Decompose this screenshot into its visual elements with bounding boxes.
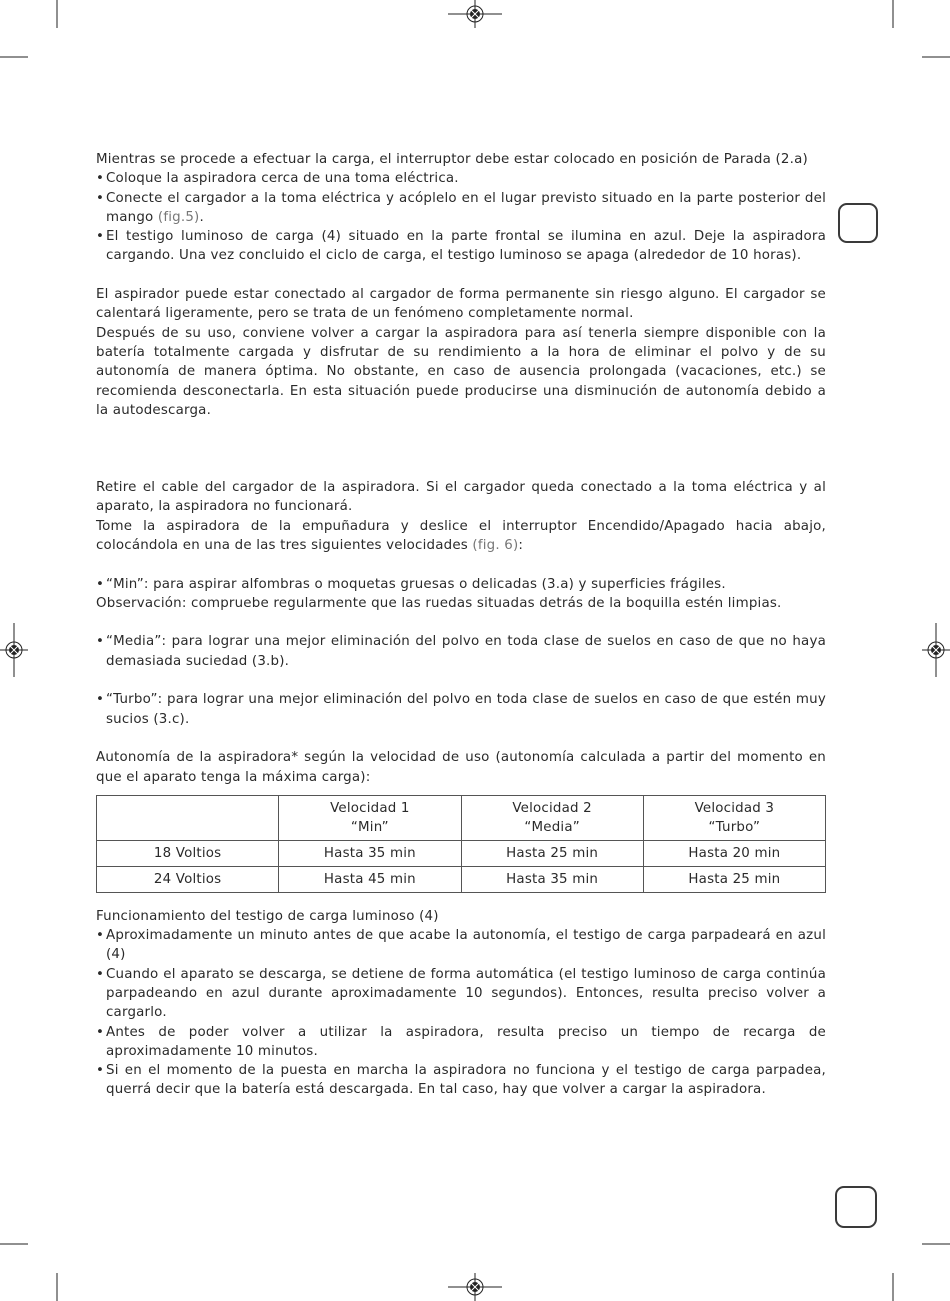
table-row-label: 18 Voltios — [97, 840, 279, 866]
table-cell: Hasta 25 min — [461, 840, 643, 866]
table-row-label: 24 Voltios — [97, 866, 279, 892]
bullet-charge-indicator: • El testigo luminoso de carga (4) situado en la parte frontal se ilumina en azul. Deje la aspiradora cargando. Una vez concluido el ciclo de carga, el testigo luminoso se apaga (alrededor de 10 horas). — [96, 227, 826, 266]
page-number-box — [835, 1186, 877, 1228]
table-row — [97, 866, 826, 892]
table-cell: Hasta 35 min — [461, 866, 643, 892]
bullet-connect-charger — [96, 189, 826, 228]
figure-reference: (fig.5) — [157, 209, 200, 225]
crop-mark-bottom-left — [0, 1244, 57, 1301]
bullet-speed-min: • “Min”: para aspirar alfombras o moquetas gruesas o delicadas (3.a) y superficies frágiles. — [96, 575, 826, 594]
table-cell: Hasta 35 min — [279, 840, 461, 866]
bullet-recharge-time: • Antes de poder volver a utilizar la aspiradora, resulta preciso un tiempo de recarga de aproximadamente 10 minutos. — [96, 1023, 826, 1062]
crop-mark-top-right — [893, 0, 950, 57]
table-row — [97, 840, 826, 866]
table-header-cell: Velocidad 2 “Media” — [461, 795, 643, 840]
figure-reference: (fig. 6) — [472, 537, 519, 553]
remove-cable-note: Retire el cable del cargador de la aspiradora. Si el cargador queda conectado a la toma eléctrica y al aparato, la aspiradora no funcionará. — [96, 480, 826, 515]
switch-on-text: Tome la aspiradora de la empuñadura y deslice el interruptor Encendido/Apagado hacia abajo, colocándola en una de las tres siguientes velocidades — [96, 518, 826, 553]
switch-on-end: : — [518, 537, 524, 553]
bullet-speed-media: • “Media”: para lograr una mejor eliminación del polvo en toda clase de suelos en caso de que no haya demasiada suciedad (3.b). — [96, 632, 826, 671]
crop-mark-bottom-right — [893, 1244, 950, 1301]
registration-mark-top — [448, 0, 502, 28]
manual-content — [96, 150, 826, 1100]
bullet-battery-empty: • Si en el momento de la puesta en marcha la aspiradora no funciona y el testigo de carga parpadea, querrá decir que la batería está descargada. En tal caso, hay que volver a cargar la aspiradora. — [96, 1061, 826, 1100]
table-cell: Hasta 20 min — [643, 840, 825, 866]
table-cell: Hasta 25 min — [643, 866, 825, 892]
charger-permanent-note: El aspirador puede estar conectado al cargador de forma permanente sin riesgo alguno. El cargador se calentará ligeramente, pero se trata de un fenómeno completamente normal. — [96, 287, 826, 322]
table-corner-cell — [97, 795, 279, 840]
bullet-place-near-outlet: • Coloque la aspiradora cerca de una toma eléctrica. — [96, 169, 826, 188]
table-header-cell: Velocidad 1 “Min” — [279, 795, 461, 840]
charging-switch-note: Mientras se procede a efectuar la carga, el interruptor debe estar colocado en posición de Parada (2.a) — [96, 152, 808, 167]
autonomy-table — [96, 795, 826, 893]
switch-on-note — [96, 517, 826, 556]
bullet-connect-charger-text: Conecte el cargador a la toma eléctrica y acóplelo en el lugar previsto situado en la parte posterior del mango — [106, 190, 826, 225]
bullet-speed-turbo: • “Turbo”: para lograr una mejor eliminación del polvo en toda clase de suelos en caso de que estén muy sucios (3.c). — [96, 690, 826, 729]
bullet-connect-charger-end: . — [199, 209, 204, 225]
registration-mark-left — [0, 623, 28, 677]
table-header-cell: Velocidad 3 “Turbo” — [643, 795, 825, 840]
crop-mark-top-left — [0, 0, 57, 57]
registration-mark-right — [922, 623, 950, 677]
table-cell: Hasta 45 min — [279, 866, 461, 892]
observation-note: Observación: compruebe regularmente que las ruedas situadas detrás de la boquilla estén limpias. — [96, 595, 782, 611]
bullet-auto-stop: • Cuando el aparato se descarga, se detiene de forma automática (el testigo luminoso de carga continúa parpadeando en azul durante aproximadamente 10 segundos). Entonces, resulta preciso volver a cargarlo. — [96, 965, 826, 1023]
after-use-note: Después de su uso, conviene volver a cargar la aspiradora para así tenerla siempre disponible con la batería totalmente cargada y disfrutar de su rendimiento a la hora de eliminar el polvo y de su autonomía de manera óptima. No obstante, en caso de ausencia prolongada (vacaciones, etc.) se recomienda desconectarla. En esta situación puede producirse una disminución de autonomía debido a la autodescarga. — [96, 325, 826, 418]
registration-mark-bottom — [448, 1273, 502, 1301]
indicator-heading: Funcionamiento del testigo de carga luminoso (4) — [96, 908, 439, 924]
bullet-indicator-blink: • Aproximadamente un minuto antes de que acabe la autonomía, el testigo de carga parpadeará en azul (4) — [96, 926, 826, 965]
table-header-row — [97, 795, 826, 840]
autonomy-intro: Autonomía de la aspiradora* según la velocidad de uso (autonomía calculada a partir del momento en que el aparato tenga la máxima carga): — [96, 750, 826, 785]
language-tab-box — [838, 203, 878, 243]
